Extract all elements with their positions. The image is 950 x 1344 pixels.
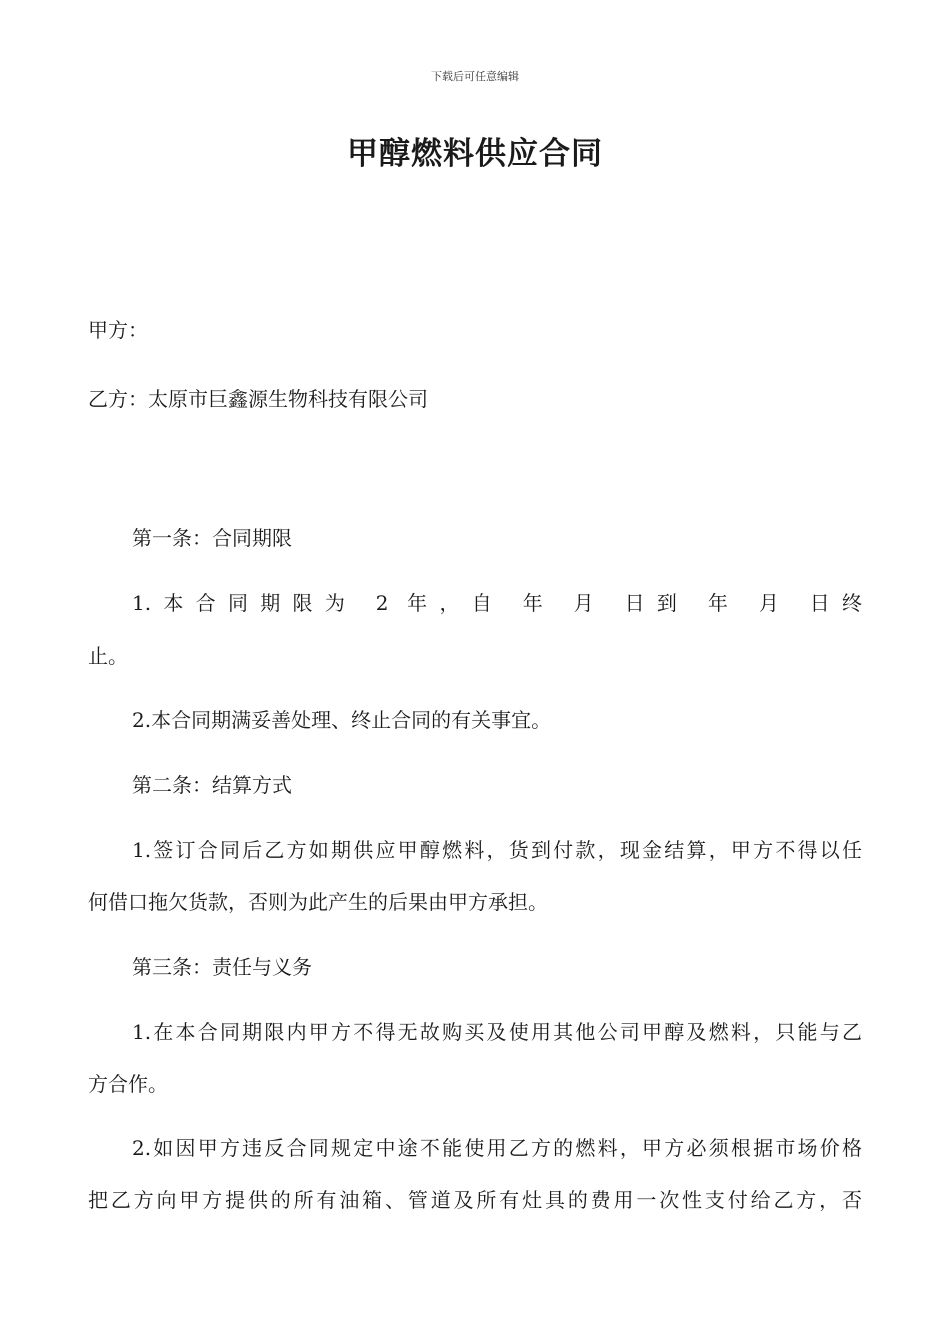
article1-year2: 年 <box>707 591 741 615</box>
article2-heading: 第二条：结算方式 <box>132 773 292 797</box>
party-b: 乙方：太原市巨鑫源生物科技有限公司 <box>88 387 428 411</box>
article3-item2-line2: 把乙方向甲方提供的所有油箱、管道及所有灶具的费用一次性支付给乙方，否 <box>88 1188 862 1212</box>
article2-item1-line1: 1.签订合同后乙方如期供应甲醇燃料，货到付款，现金结算，甲方不得以任 <box>132 838 862 862</box>
party-a: 甲方： <box>88 318 148 342</box>
article1-item1-prefix: 1.本合同期限为 2 年，自 <box>132 591 505 615</box>
article1-item2: 2.本合同期满妥善处理、终止合同的有关事宜。 <box>132 708 552 732</box>
article1-day1: 日到 <box>624 591 690 615</box>
article2-item1-line2: 何借口拖欠货款，否则为此产生的后果由甲方承担。 <box>88 890 548 914</box>
header-note: 下载后可任意编辑 <box>431 70 519 83</box>
article1-item1-tail: 止。 <box>88 644 128 668</box>
article3-item2-line1: 2.如因甲方违反合同规定中途不能使用乙方的燃料，甲方必须根据市场价格 <box>132 1136 862 1160</box>
article1-item1-line1 <box>88 587 862 616</box>
article1-month1: 月 <box>573 591 606 615</box>
article1-month2: 月 <box>758 591 792 615</box>
document-title: 甲醇燃料供应合同 <box>347 136 603 172</box>
article3-item1-line2: 方合作。 <box>88 1072 168 1096</box>
article3-item1-line1: 1.在本合同期限内甲方不得无故购买及使用其他公司甲醇及燃料，只能与乙 <box>132 1020 862 1044</box>
article3-heading: 第三条：责任与义务 <box>132 955 312 979</box>
article1-day2: 日终 <box>809 591 863 615</box>
article1-year1: 年 <box>522 591 555 615</box>
article1-heading: 第一条：合同期限 <box>132 526 292 550</box>
